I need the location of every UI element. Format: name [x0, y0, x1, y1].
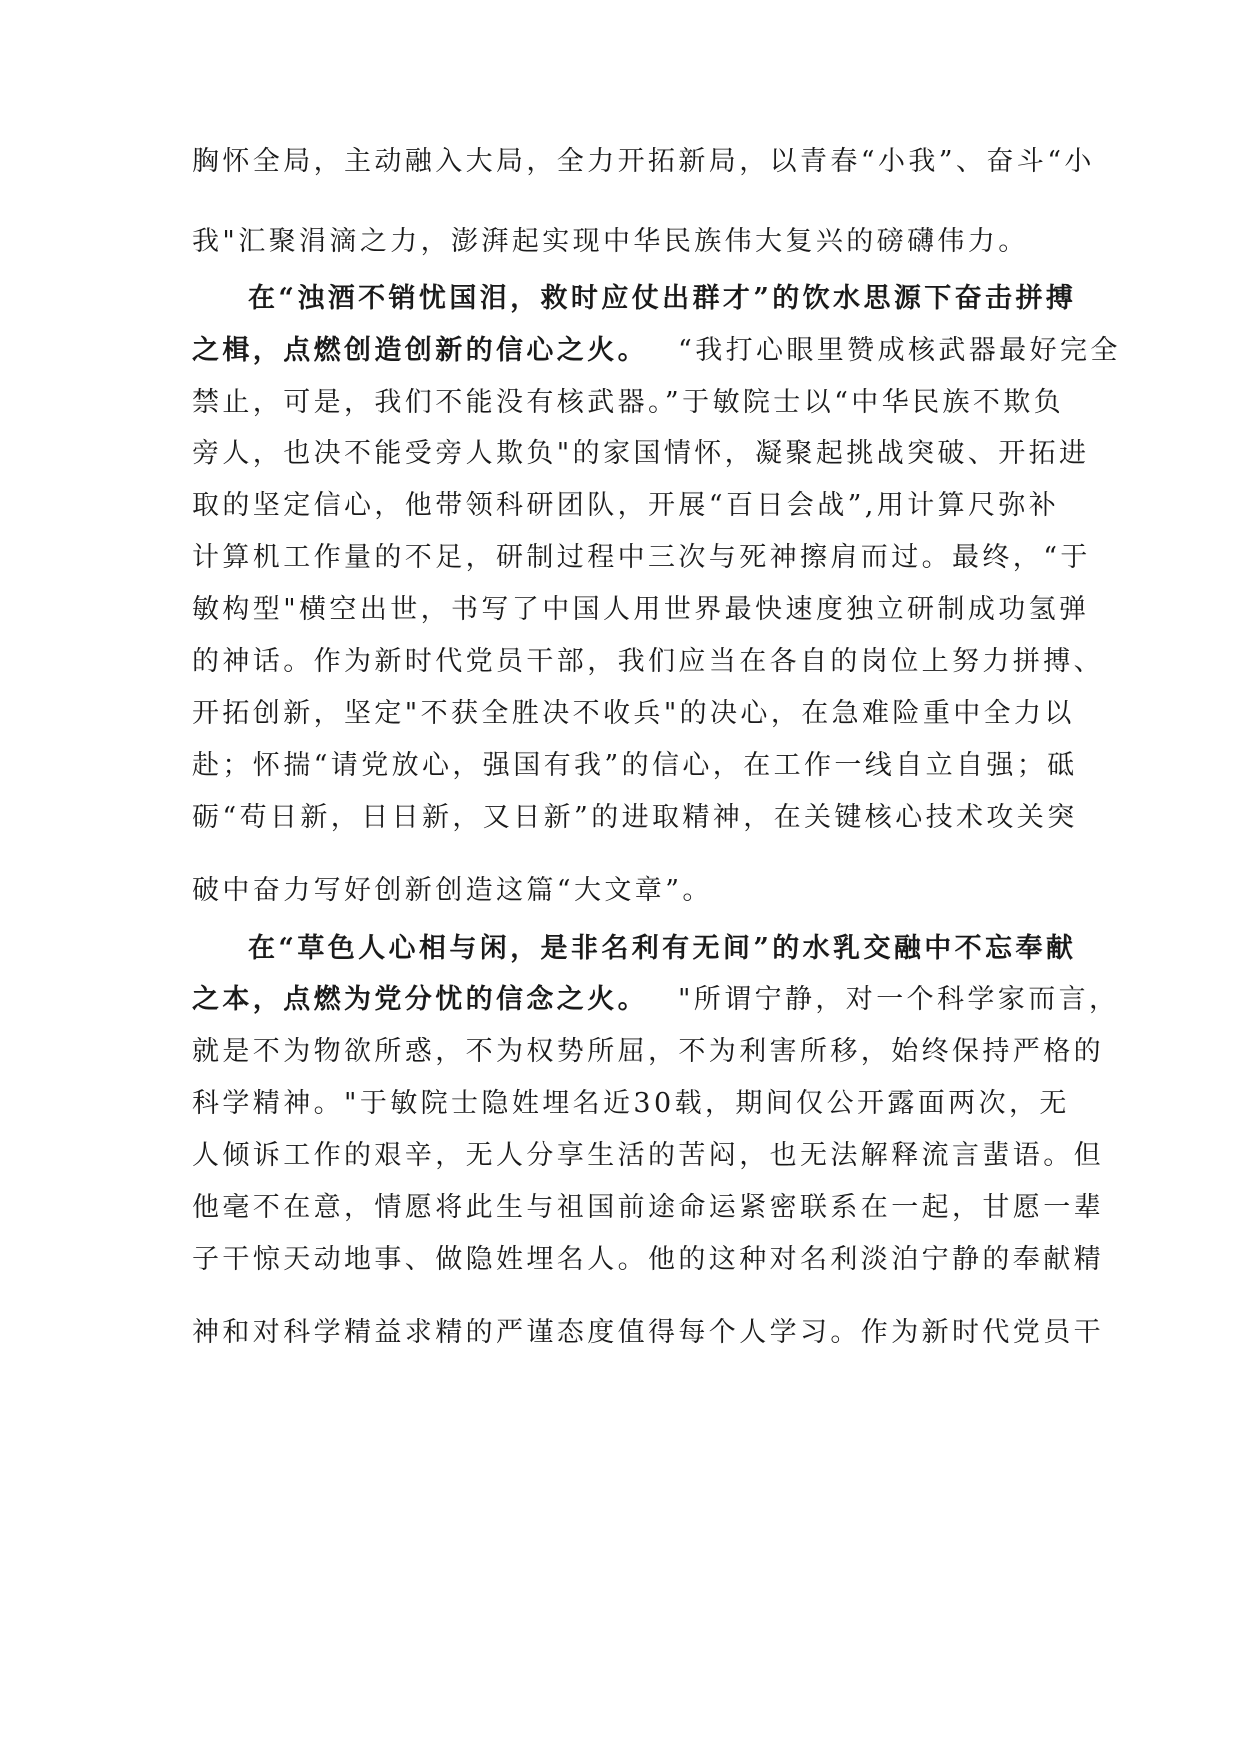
line-text: 就是不为物欲所惑，不为权势所屈，不为利害所移，始终保持严格的 [192, 1036, 1104, 1067]
text-line [192, 486, 1060, 526]
text-line [192, 590, 1090, 630]
text-line [192, 383, 1065, 423]
text-line [192, 1136, 1104, 1176]
heading-text: 之楫，点燃创造创新的信心之火。 [192, 335, 648, 366]
line-text: 计算机工作量的不足，研制过程中三次与死神擦肩而过。最终，“于 [192, 542, 1091, 573]
line-text: 子干惊天动地事、做隐姓埋名人。他的这种对名利淡泊宁静的奉献精 [192, 1244, 1104, 1275]
line-text: 旁人，也决不能受旁人欺负"的家国情怀，凝聚起挑战突破、开拓进 [192, 438, 1090, 469]
heading-text: 在“草色人心相与闲，是非名利有无间”的水乳交融中不忘奉献 [248, 933, 1077, 964]
text-line [192, 798, 1078, 838]
line-text: 禁止，可是，我们不能没有核武器。”于敏院士以“中华民族不欺负 [192, 387, 1065, 418]
line-text: 砺“苟日新，日日新，又日新”的进取精神，在关键核心技术攻关突 [192, 802, 1078, 833]
line-text: 神和对科学精益求精的严谨态度值得每个人学习。作为新时代党员干 [192, 1317, 1104, 1348]
line-text: 他毫不在意，情愿将此生与祖国前途命运紧密联系在一起，甘愿一辈 [192, 1192, 1104, 1223]
line-text: 敏构型"横空出世，书写了中国人用世界最快速度独立研制成功氢弹 [192, 594, 1090, 625]
line-text: "所谓宁静，对一个科学家而言， [677, 984, 1120, 1015]
line-text: 科学精神。"于敏院士隐姓埋名近30载，期间仅公开露面两次，无 [192, 1088, 1070, 1119]
section-heading-line [248, 929, 1077, 969]
line-text: 我"汇聚涓滴之力，澎湃起实现中华民族伟大复兴的磅礴伟力。 [192, 226, 1029, 257]
section-heading-line [192, 331, 1121, 371]
line-text: 的神话。作为新时代党员干部，我们应当在各自的岗位上努力拼搏、 [192, 646, 1104, 677]
line-text: 破中奋力写好创新创造这篇“大文章”。 [192, 875, 713, 906]
heading-text: 之本，点燃为党分忧的信念之火。 [192, 984, 648, 1015]
line-text: 人倾诉工作的艰辛，无人分享生活的苦闷，也无法解释流言蜚语。但 [192, 1140, 1104, 1171]
text-line [192, 1084, 1070, 1124]
section-heading-line [192, 980, 1120, 1020]
line-text: 开拓创新，坚定"不获全胜决不收兵"的决心，在急难险重中全力以 [192, 698, 1075, 729]
text-line [192, 871, 1052, 911]
line-text: 胸怀全局，主动融入大局，全力开拓新局，以青春“小我”、奋斗“小 [192, 146, 1095, 177]
line-text: “我打心眼里赞成核武器最好完全 [677, 335, 1121, 366]
text-line [192, 694, 1075, 734]
section-heading-line [248, 279, 1077, 319]
line-text: 赴；怀揣“请党放心，强国有我”的信心，在工作一线自立自强；砥 [192, 750, 1078, 781]
text-line [192, 222, 1052, 262]
line-text: 取的坚定信心，他带领科研团队，开展“百日会战”,用计算尺弥补 [192, 490, 1060, 521]
heading-text: 在“浊酒不销忧国泪，救时应仗出群才”的饮水思源下奋击拼搏 [248, 283, 1077, 314]
text-line [192, 746, 1078, 786]
text-line [192, 1032, 1104, 1072]
text-line [192, 142, 1095, 182]
text-line [192, 538, 1091, 578]
text-line [192, 1240, 1104, 1280]
text-line [192, 434, 1090, 474]
text-line [192, 1188, 1104, 1228]
text-line [192, 1313, 1104, 1353]
text-line [192, 642, 1104, 682]
